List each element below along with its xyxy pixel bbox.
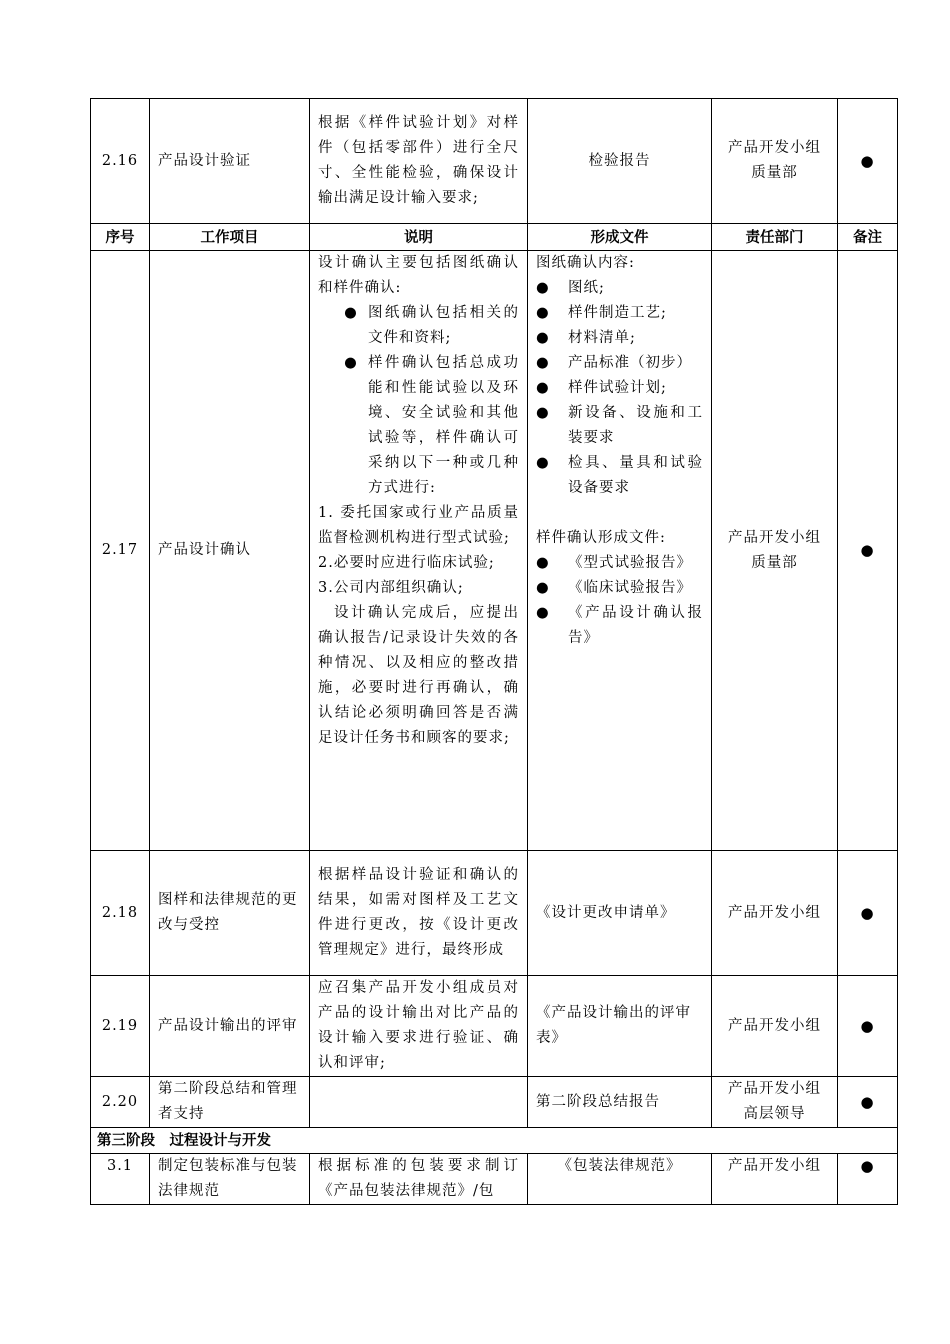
header-seq: 序号 <box>91 224 150 251</box>
docs-title: 样件确认形成文件: <box>536 530 666 546</box>
docs-cell: 检验报告 <box>528 99 712 224</box>
bullet-icon: ● <box>536 455 550 471</box>
docs-cell: 第二阶段总结报告 <box>528 1077 712 1128</box>
header-desc: 说明 <box>310 224 528 251</box>
bullet-icon: ● <box>536 280 550 296</box>
docs-cell: 《产品设计输出的评审表》 <box>528 976 712 1077</box>
table-row <box>91 1154 898 1205</box>
table-row <box>91 99 898 224</box>
list-text: 产品标准（初步） <box>568 355 692 371</box>
note-mark: ● <box>838 976 898 1077</box>
list-item <box>536 601 703 651</box>
list-item <box>536 451 703 501</box>
desc-outro: 设计确认完成后，应提出确认报告/记录设计失效的各种情况、以及相应的整改措施，必要时进行再确认，确认结论必须明确回答是否满足设计任务书和顾客的要求; <box>318 605 519 746</box>
dept-cell <box>712 99 838 224</box>
bullet-icon: ● <box>536 555 550 571</box>
docs-cell: 《包装法律规范》 <box>528 1154 712 1205</box>
dept-line: 质量部 <box>751 165 798 181</box>
item-cell: 产品设计验证 <box>150 99 310 224</box>
numbered-item: 3.公司内部组织确认; <box>318 580 464 596</box>
list-text: 新设备、设施和工装要求 <box>568 405 703 446</box>
desc-cell: 根据《样件试验计划》对样件（包括零部件）进行全尺寸、全性能检验，确保设计输出满足设计输入要求; <box>310 99 528 224</box>
dept-line: 产品开发小组 <box>728 1081 821 1097</box>
note-mark: ● <box>838 1154 898 1205</box>
dept-cell <box>712 251 838 851</box>
process-table <box>90 98 898 1205</box>
list-item <box>536 326 703 351</box>
bullet-icon: ● <box>344 305 358 321</box>
header-docs: 形成文件 <box>528 224 712 251</box>
bullet-icon: ● <box>536 580 550 596</box>
dept-line: 质量部 <box>751 554 798 571</box>
list-item <box>318 351 519 501</box>
phase-row <box>91 1128 898 1154</box>
dept-line: 高层领导 <box>743 1106 806 1122</box>
note-mark: ● <box>838 251 898 851</box>
docs-cell: 《设计更改申请单》 <box>528 851 712 976</box>
docs-cell <box>528 251 712 851</box>
item-cell: 制定包装标准与包装法律规范 <box>150 1154 310 1205</box>
seq-cell: 2.19 <box>91 976 150 1077</box>
note-mark: ● <box>838 851 898 976</box>
bullet-icon: ● <box>536 605 550 621</box>
seq-cell: 2.17 <box>91 251 150 851</box>
table-row <box>91 851 898 976</box>
seq-cell: 2.18 <box>91 851 150 976</box>
header-row <box>91 224 898 251</box>
note-mark: ● <box>838 1077 898 1128</box>
desc-cell <box>310 251 528 851</box>
table-row <box>91 1077 898 1128</box>
desc-cell: 根据标准的包装要求制订《产品包装法律规范》/包 <box>310 1154 528 1205</box>
list-text: 检具、量具和试验设备要求 <box>568 455 703 496</box>
desc-cell: 根据样品设计验证和确认的结果，如需对图样及工艺文件进行更改，按《设计更改管理规定》进行，最终形成 <box>310 851 528 976</box>
header-item: 工作项目 <box>150 224 310 251</box>
bullet-icon: ● <box>344 355 358 371</box>
phase-title: 第三阶段 过程设计与开发 <box>91 1128 898 1154</box>
bullet-icon: ● <box>536 355 550 371</box>
bullet-icon: ● <box>536 330 550 346</box>
list-text: 《临床试验报告》 <box>568 580 692 596</box>
numbered-item: 2.必要时应进行临床试验; <box>318 555 495 571</box>
dept-line: 产品开发小组 <box>728 529 821 546</box>
bullet-icon: ● <box>536 380 550 396</box>
list-item <box>536 351 703 376</box>
list-item <box>536 551 703 576</box>
list-text: 样件确认包括总成功能和性能试验以及环境、安全试验和其他试验等，样件确认可采纳以下一种或几种方式进行: <box>368 355 519 496</box>
table-row <box>91 251 898 851</box>
list-item <box>536 401 703 451</box>
seq-cell: 3.1 <box>91 1154 150 1205</box>
item-cell: 第二阶段总结和管理者支持 <box>150 1077 310 1128</box>
list-item <box>318 301 519 351</box>
desc-cell: 应召集产品开发小组成员对产品的设计输出对比产品的设计输入要求进行验证、确认和评审; <box>310 976 528 1077</box>
header-note: 备注 <box>838 224 898 251</box>
table-row <box>91 976 898 1077</box>
list-text: 样件试验计划; <box>568 380 667 396</box>
list-item <box>536 376 703 401</box>
bullet-icon: ● <box>536 305 550 321</box>
dept-cell <box>712 1077 838 1128</box>
dept-cell: 产品开发小组 <box>712 851 838 976</box>
list-item <box>536 301 703 326</box>
header-dept: 责任部门 <box>712 224 838 251</box>
item-cell: 产品设计输出的评审 <box>150 976 310 1077</box>
list-item <box>536 576 703 601</box>
bullet-icon: ● <box>536 405 550 421</box>
list-text: 《型式试验报告》 <box>568 555 692 571</box>
dept-cell: 产品开发小组 <box>712 1154 838 1205</box>
desc-intro: 设计确认主要包括图纸确认和样件确认: <box>318 255 519 296</box>
desc-cell <box>310 1077 528 1128</box>
item-cell: 产品设计确认 <box>150 251 310 851</box>
spacer <box>536 501 703 526</box>
seq-cell: 2.20 <box>91 1077 150 1128</box>
docs-title: 图纸确认内容: <box>536 255 635 271</box>
list-item <box>536 276 703 301</box>
dept-cell: 产品开发小组 <box>712 976 838 1077</box>
dept-line: 产品开发小组 <box>728 140 821 156</box>
list-text: 材料清单; <box>568 330 636 346</box>
numbered-item: 1. 委托国家或行业产品质量监督检测机构进行型式试验; <box>318 505 519 546</box>
seq-cell: 2.16 <box>91 99 150 224</box>
note-mark: ● <box>838 99 898 224</box>
list-text: 《产品设计确认报告》 <box>568 605 703 646</box>
item-cell: 图样和法律规范的更改与受控 <box>150 851 310 976</box>
list-text: 图纸确认包括相关的文件和资料; <box>368 305 519 346</box>
list-text: 样件制造工艺; <box>568 305 667 321</box>
list-text: 图纸; <box>568 280 605 296</box>
